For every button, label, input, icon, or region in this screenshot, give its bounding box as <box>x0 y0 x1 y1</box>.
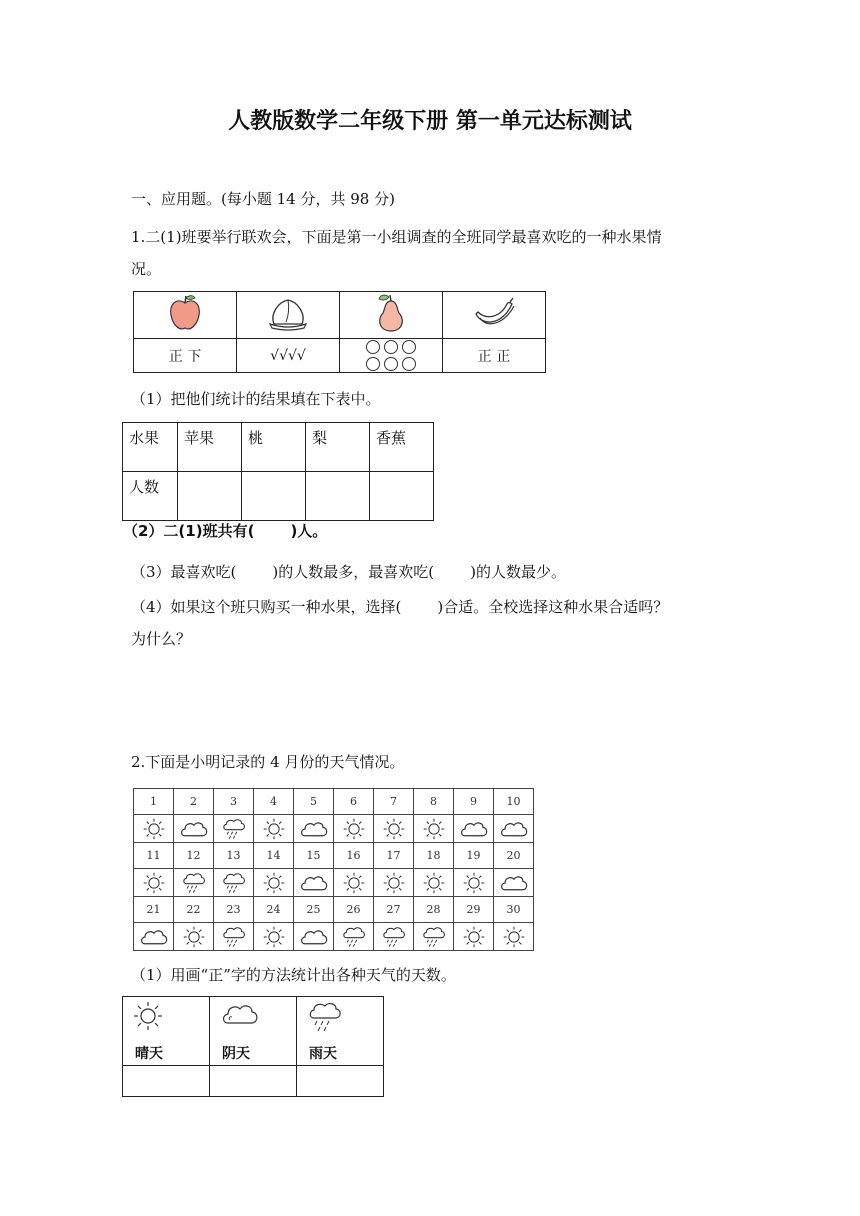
calendar-weather-row <box>134 815 534 843</box>
tally-circle <box>384 357 398 371</box>
banana-tally: 正 正 <box>443 339 546 373</box>
peach-icon <box>268 294 308 332</box>
apple-cell <box>134 292 237 339</box>
calendar-day-number: 25 <box>294 897 334 923</box>
cloudy-label: 阴天 <box>222 1046 250 1062</box>
q1-sub3-text-a: （3）最喜欢吃( <box>131 563 237 581</box>
q1-sub2-text-b: )人。 <box>290 522 328 540</box>
q1-sub3-text-c: )的人数最少。 <box>470 563 566 581</box>
cloud-icon <box>294 869 334 897</box>
rain-icon <box>307 1001 343 1033</box>
calendar-day-number: 29 <box>454 897 494 923</box>
rain-icon <box>214 923 254 951</box>
page-title: 人教版数学二年级下册 第一单元达标测试 <box>228 109 632 134</box>
rain-icon <box>214 869 254 897</box>
answer-cell-banana[interactable] <box>370 472 434 521</box>
pear-cell <box>340 292 443 339</box>
rainy-label: 雨天 <box>309 1046 337 1062</box>
banana-icon <box>472 296 516 330</box>
calendar-day-number: 18 <box>414 843 454 869</box>
sun-icon <box>134 869 174 897</box>
tally-circle <box>402 357 416 371</box>
q1-sub1: （1）把他们统计的结果填在下表中。 <box>131 390 381 408</box>
cloudy-header <box>210 997 297 1066</box>
answer-cell-pear[interactable] <box>306 472 370 521</box>
sun-icon <box>254 923 294 951</box>
sun-icon <box>414 815 454 843</box>
header-pear: 梨 <box>306 423 370 472</box>
weather-calendar <box>133 788 534 951</box>
rain-icon <box>174 869 214 897</box>
apple-icon <box>168 293 202 333</box>
sun-icon <box>133 1001 163 1031</box>
calendar-day-number: 10 <box>494 789 534 815</box>
pear-tally <box>340 339 443 373</box>
cloud-icon <box>294 923 334 951</box>
apple-tally: 正 下 <box>134 339 237 373</box>
rainy-header <box>297 997 384 1066</box>
sun-icon <box>454 923 494 951</box>
q1-sub4-line2: 为什么？ <box>131 630 192 648</box>
answer-cell-apple[interactable] <box>178 472 242 521</box>
tally-circle <box>384 340 398 354</box>
sunny-header <box>123 997 210 1066</box>
header-fruit: 水果 <box>123 423 178 472</box>
sun-icon <box>334 869 374 897</box>
q1-sub4 <box>131 592 668 622</box>
sun-icon <box>254 815 294 843</box>
calendar-day-number: 27 <box>374 897 414 923</box>
row-label-count: 人数 <box>123 472 178 521</box>
q2-intro: 2.下面是小明记录的 4 月份的天气情况。 <box>131 753 405 771</box>
tally-circle <box>366 340 380 354</box>
calendar-day-number: 23 <box>214 897 254 923</box>
cloud-icon <box>454 815 494 843</box>
rain-icon <box>334 923 374 951</box>
rain-icon <box>374 923 414 951</box>
q1-sub3-text-b: )的人数最多，最喜欢吃( <box>272 563 435 581</box>
calendar-date-row <box>134 789 534 815</box>
calendar-day-number: 5 <box>294 789 334 815</box>
q1-sub4-text-b: )合适。全校选择这种水果合适吗？ <box>437 598 669 616</box>
sun-icon <box>414 869 454 897</box>
calendar-day-number: 17 <box>374 843 414 869</box>
calendar-day-number: 21 <box>134 897 174 923</box>
q1-sub4-text-a: （4）如果这个班只购买一种水果，选择( <box>131 598 402 616</box>
cloud-icon <box>174 815 214 843</box>
calendar-day-number: 14 <box>254 843 294 869</box>
header-peach: 桃 <box>242 423 306 472</box>
calendar-day-number: 20 <box>494 843 534 869</box>
fruit-tally-table <box>133 291 546 373</box>
q1-sub2 <box>123 516 327 546</box>
peach-tally: √√√√ <box>237 339 340 373</box>
cloud-icon <box>494 869 534 897</box>
calendar-weather-row <box>134 923 534 951</box>
calendar-date-row <box>134 897 534 923</box>
calendar-day-number: 15 <box>294 843 334 869</box>
sunny-label: 晴天 <box>135 1046 163 1062</box>
cloud-icon <box>494 815 534 843</box>
sun-icon <box>134 815 174 843</box>
rainy-count-cell[interactable] <box>297 1066 384 1097</box>
header-apple: 苹果 <box>178 423 242 472</box>
sun-icon <box>374 869 414 897</box>
calendar-day-number: 7 <box>374 789 414 815</box>
calendar-day-number: 24 <box>254 897 294 923</box>
calendar-day-number: 16 <box>334 843 374 869</box>
sun-icon <box>374 815 414 843</box>
sun-icon <box>334 815 374 843</box>
calendar-day-number: 2 <box>174 789 214 815</box>
banana-cell <box>443 292 546 339</box>
weather-count-table <box>122 996 384 1097</box>
calendar-day-number: 12 <box>174 843 214 869</box>
calendar-day-number: 26 <box>334 897 374 923</box>
cloud-icon <box>134 923 174 951</box>
calendar-day-number: 30 <box>494 897 534 923</box>
calendar-date-row <box>134 843 534 869</box>
q2-sub1: （1）用画“正”字的方法统计出各种天气的天数。 <box>131 966 456 984</box>
sun-icon <box>454 869 494 897</box>
cloud-icon <box>220 1001 260 1027</box>
calendar-weather-row <box>134 869 534 897</box>
calendar-day-number: 1 <box>134 789 174 815</box>
q1-intro-line1: 1.二(1)班要举行联欢会，下面是第一小组调查的全班同学最喜欢吃的一种水果情 <box>131 228 662 246</box>
cloud-icon <box>294 815 334 843</box>
peach-cell <box>237 292 340 339</box>
cloudy-count-cell[interactable] <box>210 1066 297 1097</box>
calendar-day-number: 28 <box>414 897 454 923</box>
fruit-count-table <box>122 422 434 521</box>
calendar-day-number: 8 <box>414 789 454 815</box>
tally-circle <box>366 357 380 371</box>
tally-circle <box>402 340 416 354</box>
calendar-day-number: 9 <box>454 789 494 815</box>
calendar-day-number: 22 <box>174 897 214 923</box>
q1-intro-line2: 况。 <box>131 260 162 278</box>
sunny-count-cell[interactable] <box>123 1066 210 1097</box>
pear-circle-tally <box>366 340 416 371</box>
calendar-day-number: 4 <box>254 789 294 815</box>
calendar-day-number: 19 <box>454 843 494 869</box>
rain-icon <box>214 815 254 843</box>
sun-icon <box>494 923 534 951</box>
sun-icon <box>174 923 214 951</box>
q1-sub2-text-a: （2）二(1)班共有( <box>123 522 255 540</box>
calendar-day-number: 13 <box>214 843 254 869</box>
header-banana: 香蕉 <box>370 423 434 472</box>
rain-icon <box>414 923 454 951</box>
calendar-day-number: 11 <box>134 843 174 869</box>
pear-icon <box>373 293 409 333</box>
calendar-day-number: 6 <box>334 789 374 815</box>
q1-sub3 <box>131 557 566 587</box>
calendar-day-number: 3 <box>214 789 254 815</box>
answer-cell-peach[interactable] <box>242 472 306 521</box>
section-heading: 一、应用题。(每小题 14 分，共 98 分) <box>131 190 395 208</box>
sun-icon <box>254 869 294 897</box>
